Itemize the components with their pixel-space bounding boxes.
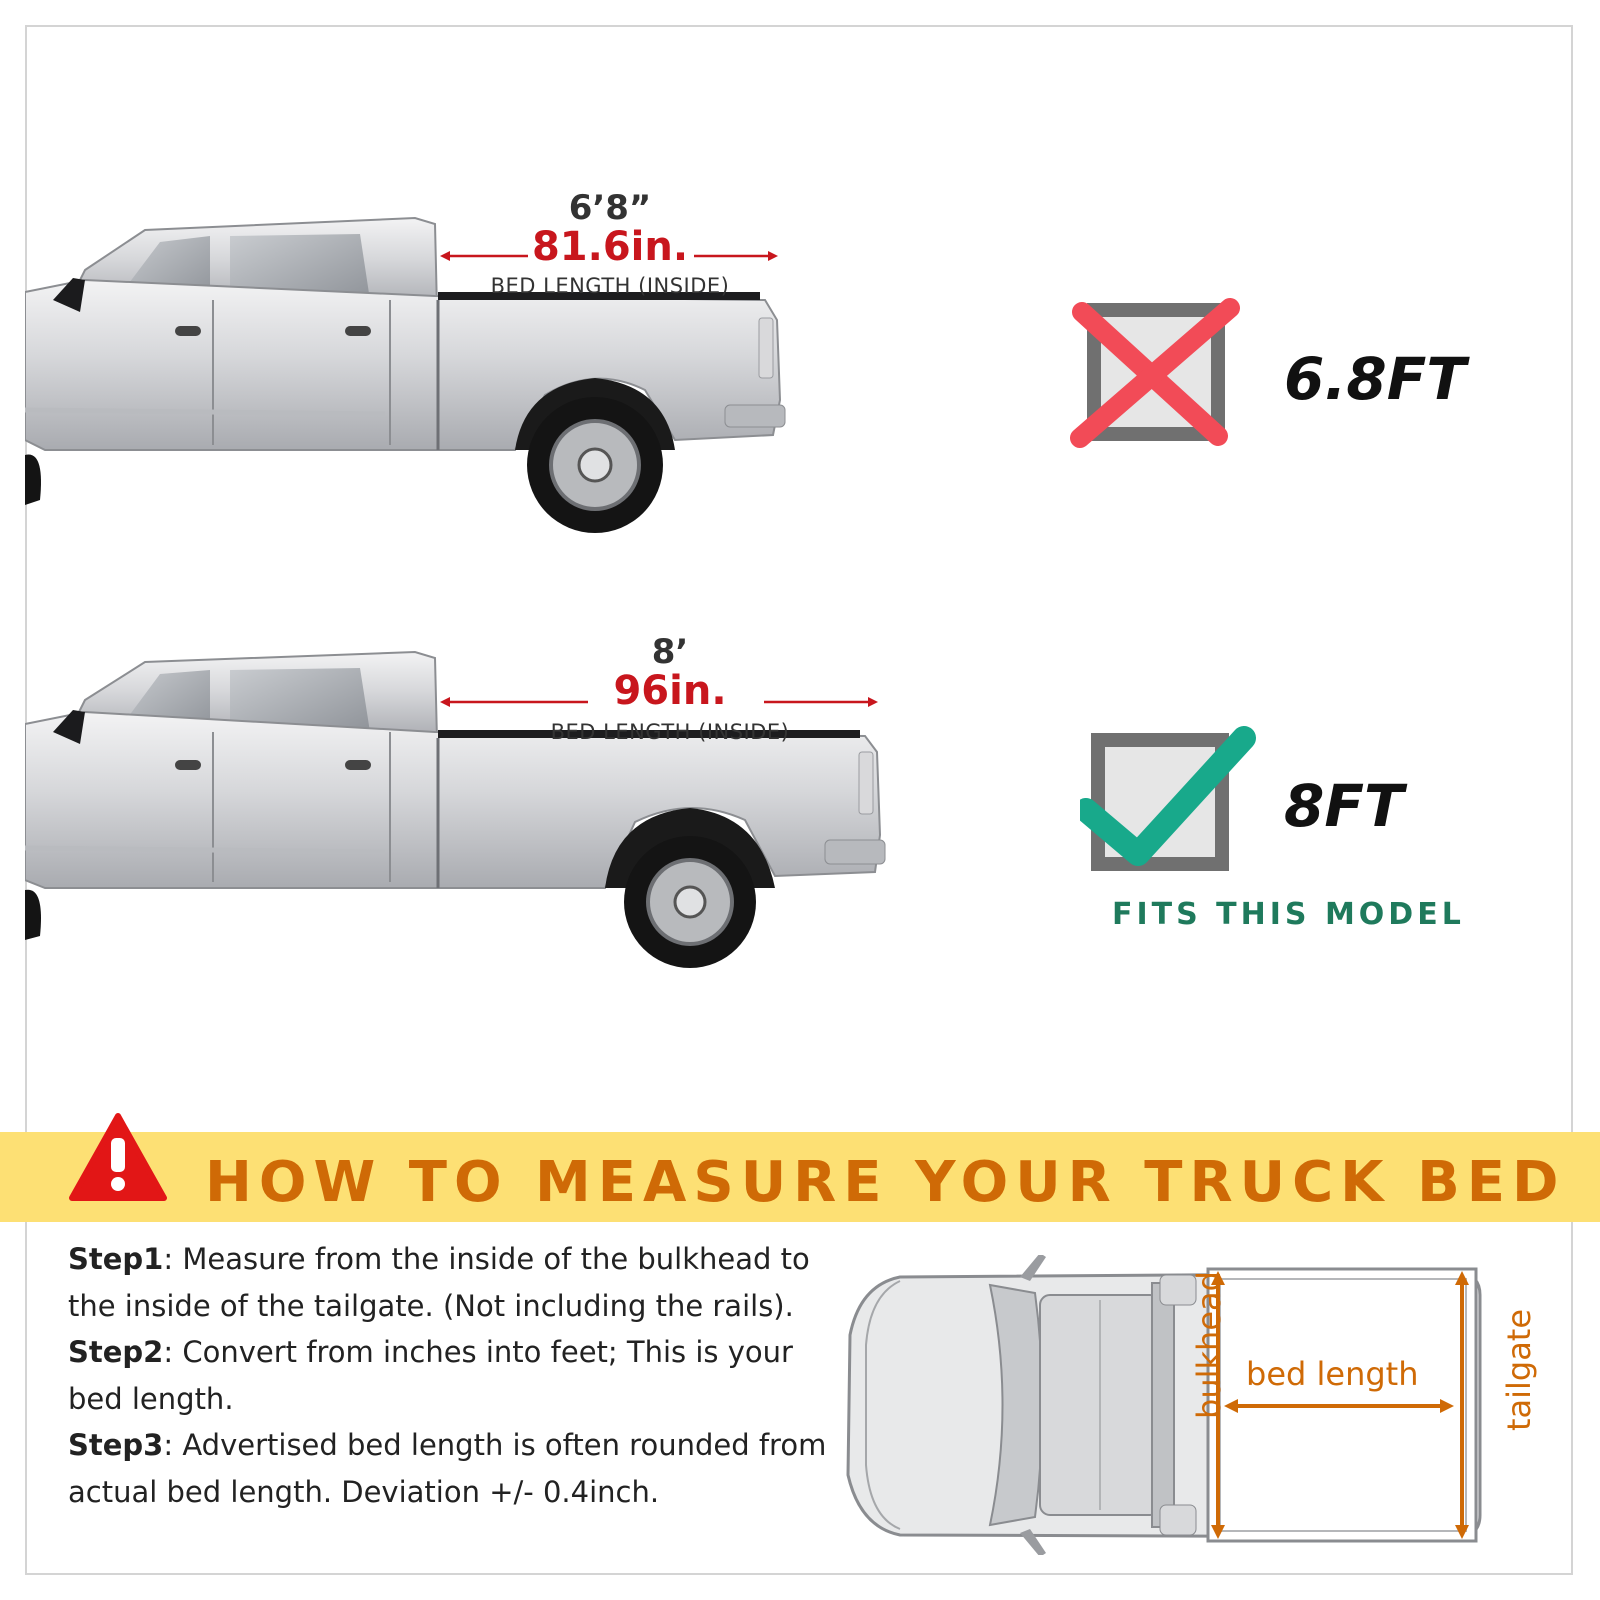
step-2-label: Step2 [68, 1335, 164, 1369]
short-bed-length-label: BED LENGTH (INSIDE) [490, 274, 730, 298]
short-bed-feet-dimension: 6’8” [568, 188, 652, 228]
step-1-text: : Measure from the inside of the bulkhead to the inside of the tailgate. (Not including the rails). [68, 1242, 810, 1323]
short-bed-result-label: 6.8FT [1284, 345, 1466, 413]
short-bed-inch-dimension: 81.6in. [531, 224, 689, 270]
truck-image-long-bed [25, 640, 895, 980]
long-bed-feet-dimension: 8’ [651, 632, 689, 672]
step-2-text: : Convert from inches into feet; This is your bed length. [68, 1335, 793, 1416]
bed-length-diagram-label: bed length [1246, 1355, 1419, 1393]
long-bed-result-label: 8FT [1284, 772, 1404, 840]
warning-triangle-icon [68, 1112, 168, 1204]
long-bed-dimension-arrow [440, 692, 880, 712]
long-bed-inch-dimension: 96in. [613, 668, 727, 714]
truck-top-view-diagram [840, 1255, 1510, 1555]
step-1 [68, 1236, 828, 1329]
bulkhead-label: bulkhead [1190, 1271, 1228, 1419]
step-3 [68, 1422, 828, 1515]
red-x-icon [1068, 296, 1248, 456]
short-bed-dimension-arrow [440, 246, 780, 266]
banner-title: HOW TO MEASURE YOUR TRUCK BED [205, 1150, 1566, 1215]
step-1-label: Step1 [68, 1242, 164, 1276]
long-bed-length-label: BED LENGTH (INSIDE) [550, 720, 790, 744]
measurement-steps [68, 1236, 828, 1515]
tailgate-label: tailgate [1500, 1308, 1538, 1432]
fits-this-model-label: FITS THIS MODEL [1112, 897, 1465, 932]
step-3-label: Step3 [68, 1428, 164, 1462]
step-2 [68, 1329, 828, 1422]
step-3-text: : Advertised bed length is often rounded from actual bed length. Deviation +/- 0.4inch. [68, 1428, 827, 1509]
green-check-icon [1080, 724, 1280, 884]
